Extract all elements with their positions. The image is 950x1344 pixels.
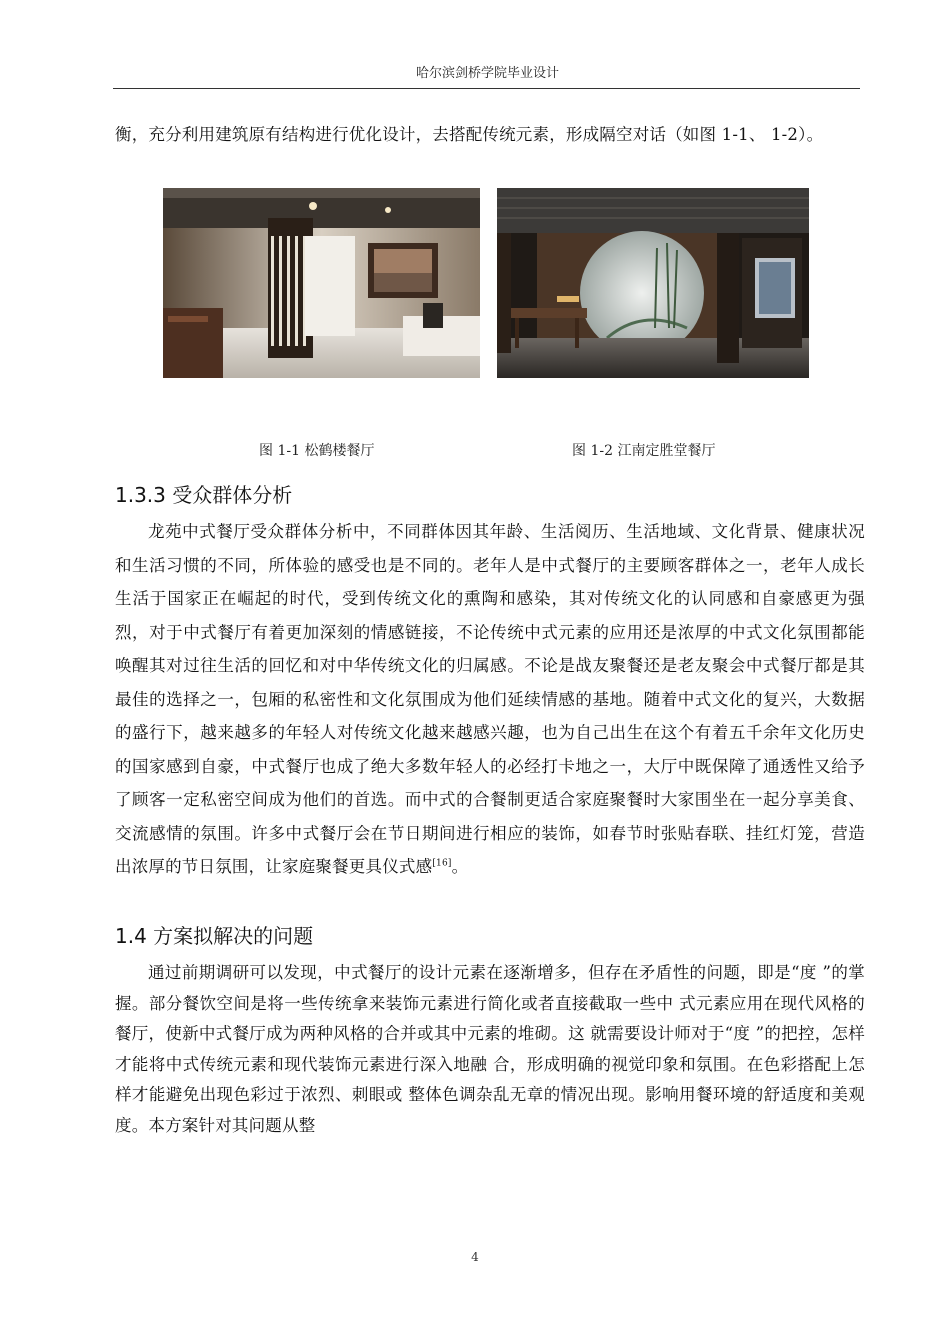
section-1-3-3-body: 龙苑中式餐厅受众群体分析中，不同群体因其年龄、生活阅历、生活地域、文化背景、健康状况和生活习惯的不同，所体验的感受也是不同的。老年人是中式餐厅的主要顾客群体之一，老年人成长生活于国家正在崛起的时代，受到传统文化的熏陶和感染，其对传统文化的认同感和自豪感更为强烈，对于中式餐厅有着更加深刻的情感链接，不论传统中式元素的应用还是浓厚的中式文化氛围都能唤醒其对过往生活的回忆和对中华传统文化的归属感。不论是战友聚餐还是老友聚会中式餐厅都是其最佳的选择之一，包厢的私密性和文化氛围成为他们延续情感的基地。随着中式文化的复兴，大数据的盛行下，越来越多的年轻人对传统文化越来越感兴趣，也为自己出生在这个有着五千余年文化历史的国家感到自豪，中式餐厅也成了绝大多数年轻人的必经打卡地之一，大厅中既保障了通透性又给予了顾客一定私密空间成为他们的首选。而中式的合餐制更适合家庭聚餐时大家围坐在一起分享美食、交流感情的氛围。许多中式餐厅会在节日期间进行相应的装饰，如春节时张贴春联、挂红灯笼，营造出浓厚的节日氛围，让家庭聚餐更具仪式感 [115,522,865,876]
header-divider [113,88,860,89]
section-heading-1-4: 1.4 方案拟解决的问题 [115,924,314,948]
section-heading-1-3-3: 1.3.3 受众群体分析 [115,483,293,507]
figure-songhelou-photo [163,188,480,378]
figure-caption-2: 图 1-2 江南定胜堂餐厅 [572,443,716,459]
figure-jiangnan-photo [497,188,809,378]
paragraph-end-mark: 。 [451,857,469,876]
page-header: 哈尔滨剑桥学院毕业设计 [415,66,559,81]
section-1-4-paragraph: 通过前期调研可以发现，中式餐厅的设计元素在逐渐增多，但存在矛盾性的问题，即是“度 ”的掌握。部分餐饮空间是将一些传统拿来装饰元素进行简化或者直接截取一些中 式元素应用在现代风格的餐厅，使新中式餐厅成为两种风格的合并或其中元素的堆砌。这 就需要设计师对于“度 ”的把控，怎样才能将中式传统元素和现代装饰元素进行深入地融 合，形成明确的视觉印象和氛围。在色彩搭配上怎样才能避免出现色彩过于浓烈、刺眼或 整体色调杂乱无章的情况出现。影响用餐环境的舒适度和美观度。本方案针对其问题从整 [115,963,865,1135]
page-number: 4 [471,1250,479,1264]
citation-reference: [16] [432,858,452,869]
intro-paragraph: 衡，充分利用建筑原有结构进行优化设计，去搭配传统元素，形成隔空对话（如图 1-1、 1-2）。 [115,125,824,144]
figure-caption-1: 图 1-1 松鹤楼餐厅 [259,443,375,459]
section-1-3-3-paragraph [115,515,865,884]
